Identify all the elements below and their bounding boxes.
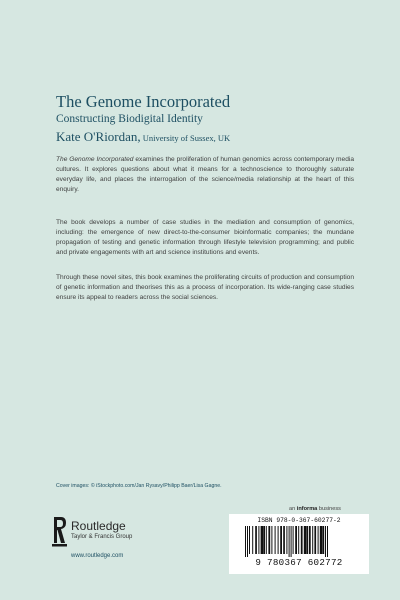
barcode-bar xyxy=(263,526,265,554)
barcode-bar xyxy=(247,526,248,557)
barcode-bar xyxy=(291,526,292,557)
barcode-bar xyxy=(255,526,257,554)
barcode-bar xyxy=(283,526,285,554)
book-subtitle: Constructing Biodigital Identity xyxy=(56,113,203,125)
barcode-bar xyxy=(304,526,306,554)
informa-prefix: an xyxy=(289,506,297,512)
informa-suffix: business xyxy=(317,506,341,512)
barcode-bar xyxy=(298,526,299,554)
cover-image-credits: Cover images: © iStockphoto.com/Jan Rysavy/Philipp Baer/Lisa Gagne. xyxy=(56,483,222,489)
description-title-italic: The Genome Incorporated xyxy=(56,156,134,163)
description-paragraph-1 xyxy=(56,155,354,195)
author-line xyxy=(56,128,230,146)
barcode-bar xyxy=(278,526,279,554)
barcode-bar xyxy=(327,526,328,557)
barcode-bars xyxy=(243,526,355,557)
barcode-bar xyxy=(322,526,324,554)
routledge-r-logo-icon xyxy=(52,517,67,547)
barcode-bar xyxy=(306,526,308,554)
barcode-bar xyxy=(309,526,311,554)
informa-tagline xyxy=(289,506,341,512)
barcode-bar xyxy=(301,526,303,554)
barcode-bar xyxy=(312,526,313,554)
barcode-bar xyxy=(293,526,294,554)
barcode-bar xyxy=(280,526,282,554)
barcode-bar xyxy=(245,526,246,557)
isbn-label: ISBN 978-0-367-60277-2 xyxy=(257,517,341,524)
author-affiliation: University of Sussex, UK xyxy=(140,133,231,143)
barcode-digits: 9 780367 602772 xyxy=(255,557,343,568)
barcode-bar xyxy=(258,526,259,554)
description-paragraph-2: The book develops a number of case studies in the mediation and consumption of genomics, including: the emergence of new direct-to-the-consumer bioinformatic companies; the mundane propagation of testing and genetic information through lifestyle television programming; and public and private engagements with art and science institutions and events. xyxy=(56,219,354,256)
barcode-bar xyxy=(249,526,250,554)
barcode-bar xyxy=(314,526,316,554)
description-paragraph-1-text: examines the proliferation of human genomics across contemporary media cultures. It explores questions about what it means for a technoscience to thoroughly saturate everyday life, and places the interrogation of the science/media relationship at the heart of this enquiry. xyxy=(56,156,354,193)
barcode-bar xyxy=(252,526,253,554)
publisher-group: Taylor & Francis Group xyxy=(71,534,133,540)
barcode-bar xyxy=(320,526,322,554)
barcode-bar xyxy=(271,526,272,554)
informa-brand: informa xyxy=(296,506,318,512)
barcode-bar xyxy=(289,526,290,557)
description-paragraph-3: Through these novel sites, this book examines the proliferating circuits of production and consumption of genetic information and theorises this as a process of incorporation. Its wide-ranging case studies ensure its appeal to readers across the social sciences. xyxy=(56,274,354,301)
publisher-name: Routledge xyxy=(71,519,126,533)
barcode-bar xyxy=(266,526,267,554)
barcode-bar xyxy=(325,526,326,557)
barcode-bar xyxy=(318,526,319,554)
author-name: Kate O'Riordan, xyxy=(56,129,141,144)
barcode-bar xyxy=(261,526,263,554)
barcode-bar xyxy=(286,526,287,554)
publisher-url[interactable]: www.routledge.com xyxy=(71,553,124,559)
book-title: The Genome Incorporated xyxy=(56,92,231,111)
barcode-bar xyxy=(295,526,297,554)
barcode-bar xyxy=(268,526,270,554)
barcode-bar xyxy=(275,526,276,554)
barcode-panel xyxy=(229,514,369,574)
